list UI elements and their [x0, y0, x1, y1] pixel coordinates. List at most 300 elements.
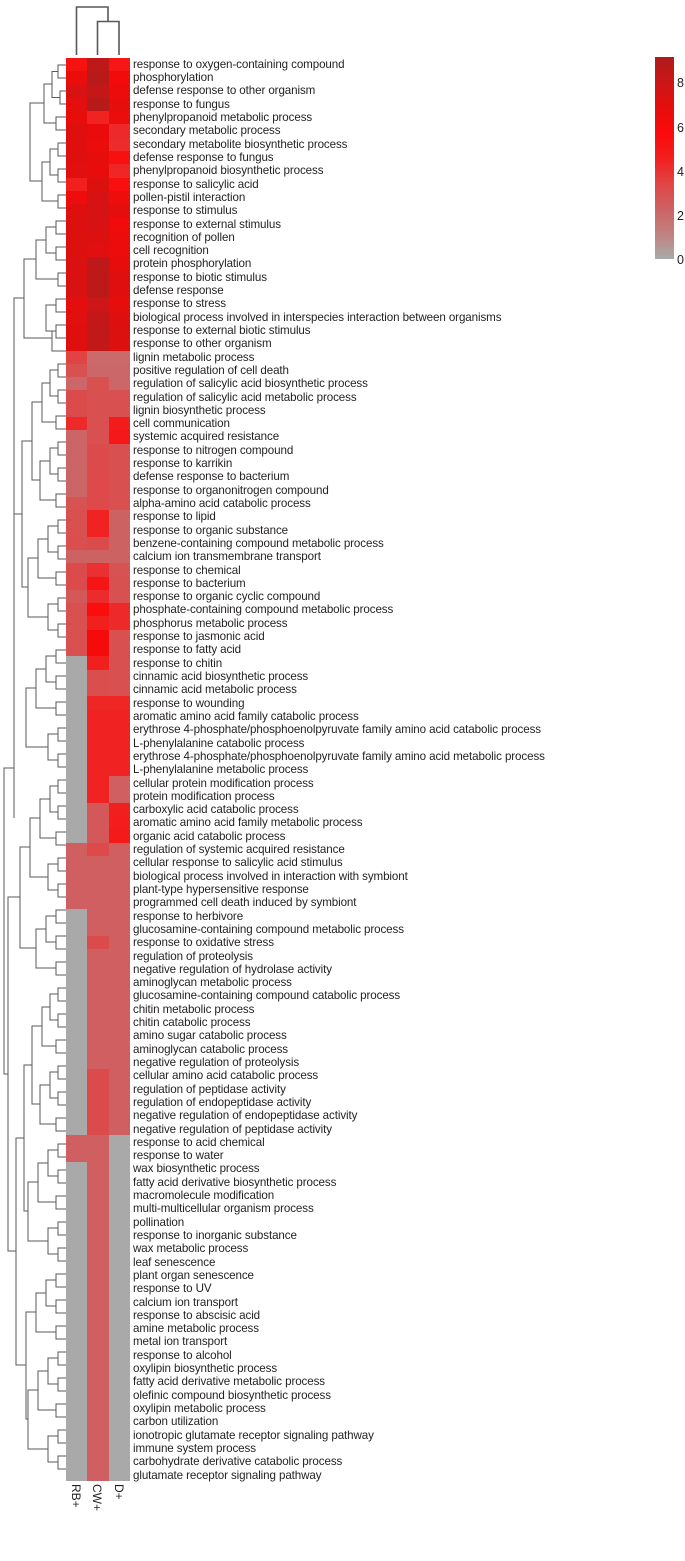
- heatmap-cell: [87, 882, 109, 895]
- heatmap-row: [66, 138, 130, 151]
- heatmap-cell: [87, 909, 109, 922]
- heatmap-cell: [109, 962, 130, 975]
- row-label: erythrose 4-phosphate/phosphoenolpyruvate family amino acid catabolic process: [133, 723, 541, 737]
- heatmap-cell: [87, 138, 109, 151]
- heatmap-cell: [87, 630, 109, 643]
- heatmap-cell: [66, 124, 87, 137]
- heatmap-cell: [87, 124, 109, 137]
- heatmap-row: [66, 1308, 130, 1321]
- heatmap-cell: [109, 364, 130, 377]
- heatmap-cell: [66, 962, 87, 975]
- heatmap-row: [66, 1228, 130, 1241]
- heatmap-cell: [109, 191, 130, 204]
- heatmap-row: [66, 390, 130, 403]
- heatmap-row: [66, 789, 130, 802]
- row-label: response to wounding: [133, 696, 245, 710]
- row-label: calcium ion transport: [133, 1295, 238, 1309]
- row-label: phosphorylation: [133, 71, 214, 85]
- heatmap-cell: [66, 1401, 87, 1414]
- heatmap-row: [66, 164, 130, 177]
- row-label: amino sugar catabolic process: [133, 1029, 287, 1043]
- heatmap-cell: [109, 1135, 130, 1148]
- heatmap-cell: [66, 1188, 87, 1201]
- heatmap-cell: [87, 257, 109, 270]
- heatmap-cell: [109, 723, 130, 736]
- heatmap-cell: [87, 297, 109, 310]
- heatmap-cell: [66, 1055, 87, 1068]
- heatmap-cell: [87, 271, 109, 284]
- heatmap-cell: [87, 324, 109, 337]
- row-label: alpha-amino acid catabolic process: [133, 497, 311, 511]
- heatmap-cell: [87, 1467, 109, 1480]
- heatmap-cell: [87, 390, 109, 403]
- row-label: response to alcohol: [133, 1348, 232, 1362]
- heatmap-cell: [87, 337, 109, 350]
- row-label: aromatic amino acid family metabolic process: [133, 816, 363, 830]
- heatmap-row: [66, 1135, 130, 1148]
- heatmap-cell: [109, 1467, 130, 1480]
- heatmap-cell: [66, 271, 87, 284]
- row-label: negative regulation of hydrolase activity: [133, 962, 332, 976]
- heatmap-cell: [87, 1281, 109, 1294]
- heatmap-cell: [66, 1082, 87, 1095]
- row-label: response to chitin: [133, 656, 223, 670]
- row-label: response to inorganic substance: [133, 1228, 297, 1242]
- heatmap-cell: [66, 98, 87, 111]
- row-label: recognition of pollen: [133, 230, 235, 244]
- heatmap-row: [66, 577, 130, 590]
- heatmap-cell: [66, 843, 87, 856]
- heatmap-cell: [87, 1015, 109, 1028]
- heatmap-cell: [109, 484, 130, 497]
- heatmap-cell: [87, 444, 109, 457]
- heatmap-row: [66, 1002, 130, 1015]
- heatmap-row: [66, 218, 130, 231]
- heatmap-row: [66, 111, 130, 124]
- heatmap-cell: [109, 1255, 130, 1268]
- row-label: response to jasmonic acid: [133, 630, 265, 644]
- heatmap-row: [66, 1348, 130, 1361]
- row-label-list: [133, 58, 653, 1482]
- heatmap-cell: [109, 164, 130, 177]
- heatmap-row: [66, 523, 130, 536]
- heatmap-cell: [109, 683, 130, 696]
- heatmap-cell: [87, 816, 109, 829]
- heatmap-cell: [109, 882, 130, 895]
- heatmap-cell: [109, 843, 130, 856]
- heatmap-cell: [87, 1095, 109, 1108]
- row-label: response to external stimulus: [133, 217, 281, 231]
- heatmap-cell: [109, 404, 130, 417]
- heatmap-cell: [109, 816, 130, 829]
- heatmap-cell: [109, 1241, 130, 1254]
- heatmap-row: [66, 417, 130, 430]
- heatmap-cell: [87, 1082, 109, 1095]
- row-label: carbohydrate derivative catabolic process: [133, 1455, 343, 1469]
- heatmap-row: [66, 550, 130, 563]
- heatmap-cell: [109, 98, 130, 111]
- row-label: aminoglycan metabolic process: [133, 976, 292, 990]
- heatmap-row: [66, 683, 130, 696]
- heatmap-row: [66, 1069, 130, 1082]
- heatmap-row: [66, 191, 130, 204]
- heatmap-row: [66, 563, 130, 576]
- heatmap-cell: [109, 563, 130, 576]
- heatmap-cell: [66, 1268, 87, 1281]
- colorbar-tick-list: [677, 47, 685, 272]
- row-label: response to fatty acid: [133, 643, 242, 657]
- heatmap-row: [66, 989, 130, 1002]
- row-label: systemic acquired resistance: [133, 430, 280, 444]
- row-label: oxylipin metabolic process: [133, 1402, 266, 1415]
- row-label: organic acid catabolic process: [133, 829, 286, 843]
- row-label: response to water: [133, 1149, 224, 1163]
- heatmap-cell: [109, 1414, 130, 1427]
- heatmap-cell: [87, 417, 109, 430]
- heatmap-cell: [66, 1015, 87, 1028]
- row-label: regulation of peptidase activity: [133, 1082, 286, 1096]
- row-label: response to oxidative stress: [133, 936, 274, 950]
- heatmap-cell: [66, 949, 87, 962]
- row-label: leaf senescence: [133, 1255, 216, 1269]
- row-label: aromatic amino acid family catabolic process: [133, 709, 359, 723]
- heatmap-cell: [109, 1175, 130, 1188]
- heatmap-cell: [66, 457, 87, 470]
- heatmap-cell: [109, 337, 130, 350]
- heatmap-cell: [109, 71, 130, 84]
- row-label: cell communication: [133, 417, 230, 431]
- heatmap-cell: [87, 404, 109, 417]
- heatmap-row: [66, 749, 130, 762]
- heatmap-cell: [66, 204, 87, 217]
- heatmap-cell: [87, 1308, 109, 1321]
- heatmap-row: [66, 1215, 130, 1228]
- heatmap-row: [66, 178, 130, 191]
- row-label: protein phosphorylation: [133, 257, 252, 271]
- heatmap-cell: [66, 58, 87, 71]
- heatmap-row: [66, 763, 130, 776]
- heatmap-cell: [109, 696, 130, 709]
- heatmap-cell: [109, 1401, 130, 1414]
- heatmap-row: [66, 364, 130, 377]
- heatmap-cell: [109, 1095, 130, 1108]
- heatmap-cell: [66, 1441, 87, 1454]
- heatmap-cell: [87, 1454, 109, 1467]
- heatmap-row: [66, 271, 130, 284]
- heatmap-cell: [109, 550, 130, 563]
- heatmap-cell: [87, 457, 109, 470]
- heatmap-cell: [66, 244, 87, 257]
- heatmap-cell: [109, 896, 130, 909]
- heatmap-cell: [66, 337, 87, 350]
- heatmap-cell: [66, 1175, 87, 1188]
- heatmap-cell: [66, 1148, 87, 1161]
- heatmap-cell: [66, 537, 87, 550]
- heatmap-cell: [87, 1175, 109, 1188]
- heatmap-cell: [66, 643, 87, 656]
- heatmap-cell: [109, 1069, 130, 1082]
- heatmap-cell: [87, 1042, 109, 1055]
- row-label: cellular protein modification process: [133, 776, 314, 790]
- heatmap-cell: [109, 1002, 130, 1015]
- row-label: response to organic substance: [133, 523, 289, 537]
- heatmap-cell: [109, 178, 130, 191]
- heatmap-cell: [66, 550, 87, 563]
- heatmap-cell: [66, 257, 87, 270]
- heatmap-cell: [109, 417, 130, 430]
- heatmap-row: [66, 430, 130, 443]
- heatmap-cell: [66, 377, 87, 390]
- heatmap-cell: [109, 324, 130, 337]
- heatmap-cell: [87, 1162, 109, 1175]
- heatmap-row: [66, 1388, 130, 1401]
- heatmap-cell: [87, 936, 109, 949]
- heatmap-row: [66, 1295, 130, 1308]
- row-label: response to organonitrogen compound: [133, 483, 329, 497]
- heatmap-cell: [109, 1015, 130, 1028]
- heatmap-cell: [66, 1348, 87, 1361]
- heatmap-cell: [66, 723, 87, 736]
- heatmap-cell: [87, 191, 109, 204]
- heatmap-row: [66, 1175, 130, 1188]
- heatmap-cell: [109, 1042, 130, 1055]
- heatmap-cell: [87, 922, 109, 935]
- row-label: chitin metabolic process: [133, 1002, 255, 1016]
- heatmap-row: [66, 444, 130, 457]
- heatmap-cell: [87, 962, 109, 975]
- heatmap-row: [66, 297, 130, 310]
- heatmap-row: [66, 1401, 130, 1414]
- heatmap-cell: [109, 257, 130, 270]
- heatmap-cell: [87, 577, 109, 590]
- row-label: fatty acid derivative metabolic process: [133, 1375, 325, 1389]
- row-label: response to fungus: [133, 97, 230, 111]
- heatmap-cell: [109, 111, 130, 124]
- heatmap-cell: [109, 1202, 130, 1215]
- heatmap-cell: [87, 470, 109, 483]
- heatmap-cell: [87, 789, 109, 802]
- heatmap-cell: [109, 244, 130, 257]
- heatmap-cell: [66, 390, 87, 403]
- heatmap-cell: [109, 1029, 130, 1042]
- row-label: response to herbivore: [133, 909, 244, 923]
- heatmap-cell: [66, 1029, 87, 1042]
- heatmap-cell: [87, 803, 109, 816]
- heatmap-cell: [109, 829, 130, 842]
- row-label: glucosamine-containing compound catabolic process: [133, 989, 401, 1003]
- heatmap-cell: [66, 869, 87, 882]
- row-label: regulation of systemic acquired resistance: [133, 843, 345, 857]
- heatmap-cell: [87, 1361, 109, 1374]
- row-label: lignin metabolic process: [133, 350, 255, 364]
- heatmap-cell: [87, 1321, 109, 1334]
- heatmap-row: [66, 1122, 130, 1135]
- row-dendrogram: [0, 58, 66, 1482]
- heatmap-cell: [109, 510, 130, 523]
- row-label: glucosamine-containing compound metabolic process: [133, 922, 404, 936]
- heatmap-cell: [87, 550, 109, 563]
- row-label: aminoglycan catabolic process: [133, 1042, 288, 1056]
- heatmap-row: [66, 244, 130, 257]
- heatmap-row: [66, 1029, 130, 1042]
- heatmap-cell: [66, 1321, 87, 1334]
- row-label: response to nitrogen compound: [133, 443, 294, 457]
- heatmap-cell: [109, 1348, 130, 1361]
- row-label: secondary metabolic process: [133, 124, 281, 138]
- heatmap-cell: [109, 1268, 130, 1281]
- heatmap-cell: [109, 444, 130, 457]
- heatmap-cell: [66, 803, 87, 816]
- heatmap-cell: [66, 364, 87, 377]
- heatmap-cell: [87, 1241, 109, 1254]
- row-label: response to biotic stimulus: [133, 270, 267, 284]
- heatmap-row: [66, 284, 130, 297]
- row-label: response to karrikin: [133, 457, 233, 471]
- heatmap-cell: [87, 616, 109, 629]
- heatmap-cell: [109, 1055, 130, 1068]
- heatmap-cell: [87, 949, 109, 962]
- heatmap-row: [66, 124, 130, 137]
- heatmap-cell: [87, 696, 109, 709]
- heatmap-row: [66, 324, 130, 337]
- heatmap-row: [66, 710, 130, 723]
- heatmap-cell: [109, 1361, 130, 1374]
- heatmap-cell: [66, 1095, 87, 1108]
- heatmap-cell: [109, 989, 130, 1002]
- heatmap-cell: [66, 164, 87, 177]
- heatmap-row: [66, 510, 130, 523]
- heatmap-cell: [66, 71, 87, 84]
- heatmap-cell: [109, 616, 130, 629]
- heatmap-cell: [109, 630, 130, 643]
- heatmap-cell: [87, 311, 109, 324]
- heatmap-cell: [66, 816, 87, 829]
- heatmap-cell: [109, 138, 130, 151]
- heatmap-cell: [109, 909, 130, 922]
- heatmap-cell: [109, 377, 130, 390]
- heatmap-cell: [66, 603, 87, 616]
- heatmap-cell: [109, 151, 130, 164]
- heatmap-row: [66, 1281, 130, 1294]
- column-label-list: [66, 1484, 146, 1554]
- heatmap-cell: [109, 577, 130, 590]
- heatmap-cell: [66, 351, 87, 364]
- heatmap-cell: [87, 1122, 109, 1135]
- heatmap-cell: [87, 856, 109, 869]
- heatmap-cell: [109, 856, 130, 869]
- row-label: cinnamic acid metabolic process: [133, 683, 297, 697]
- heatmap-cell: [109, 231, 130, 244]
- row-label: response to salicylic acid: [133, 177, 259, 191]
- heatmap-cell: [66, 417, 87, 430]
- heatmap-cell: [109, 271, 130, 284]
- heatmap-cell: [109, 58, 130, 71]
- heatmap-row: [66, 1441, 130, 1454]
- heatmap-row: [66, 1108, 130, 1121]
- heatmap-row: [66, 816, 130, 829]
- heatmap-cell: [109, 1148, 130, 1161]
- heatmap-cell: [109, 537, 130, 550]
- heatmap-cell: [109, 390, 130, 403]
- heatmap-cell: [87, 1295, 109, 1308]
- heatmap-row: [66, 537, 130, 550]
- heatmap-row: [66, 643, 130, 656]
- heatmap-cell: [66, 1374, 87, 1387]
- heatmap-row: [66, 1162, 130, 1175]
- row-label: plant-type hypersensitive response: [133, 882, 309, 896]
- heatmap-row: [66, 1361, 130, 1374]
- heatmap-cell: [66, 1122, 87, 1135]
- heatmap-cell: [66, 563, 87, 576]
- heatmap-row: [66, 896, 130, 909]
- heatmap-row: [66, 603, 130, 616]
- heatmap-cell: [66, 1228, 87, 1241]
- heatmap-cell: [109, 311, 130, 324]
- heatmap-cell: [66, 523, 87, 536]
- heatmap-cell: [109, 803, 130, 816]
- heatmap-cell: [87, 1055, 109, 1068]
- heatmap-cell: [66, 404, 87, 417]
- heatmap-row: [66, 404, 130, 417]
- heatmap-cell: [66, 1241, 87, 1254]
- heatmap-cell: [87, 523, 109, 536]
- row-label: macromolecule modification: [133, 1189, 275, 1203]
- row-label: defense response to fungus: [133, 151, 274, 164]
- heatmap-cell: [66, 630, 87, 643]
- row-label: multi-multicellular organism process: [133, 1202, 314, 1216]
- row-label: wax metabolic process: [133, 1242, 249, 1256]
- heatmap-row: [66, 71, 130, 84]
- heatmap-cell: [87, 218, 109, 231]
- heatmap-row: [66, 616, 130, 629]
- heatmap-row: [66, 497, 130, 510]
- heatmap-row: [66, 1467, 130, 1480]
- row-label: secondary metabolite biosynthetic process: [133, 137, 348, 151]
- heatmap-cell: [109, 1122, 130, 1135]
- colorbar-tick-label: 4: [677, 164, 684, 179]
- heatmap-cell: [66, 324, 87, 337]
- heatmap-cell: [87, 1268, 109, 1281]
- heatmap-row: [66, 1268, 130, 1281]
- row-label: L-phenylalanine metabolic process: [133, 763, 309, 777]
- heatmap-cell: [66, 577, 87, 590]
- row-label: response to external biotic stimulus: [133, 324, 311, 338]
- heatmap-row: [66, 1082, 130, 1095]
- heatmap-row: [66, 869, 130, 882]
- heatmap-row: [66, 1414, 130, 1427]
- heatmap-cell: [66, 1428, 87, 1441]
- heatmap-cell: [66, 151, 87, 164]
- heatmap-row: [66, 484, 130, 497]
- heatmap-cell: [109, 1441, 130, 1454]
- heatmap-cell: [109, 749, 130, 762]
- row-label: calcium ion transmembrane transport: [133, 550, 321, 564]
- heatmap-cell: [66, 484, 87, 497]
- heatmap-cell: [87, 1255, 109, 1268]
- heatmap-cell: [66, 656, 87, 669]
- heatmap-row: [66, 85, 130, 98]
- heatmap-cell: [66, 1414, 87, 1427]
- heatmap-cell: [87, 975, 109, 988]
- heatmap-row: [66, 151, 130, 164]
- heatmap-cell: [109, 1082, 130, 1095]
- heatmap-row: [66, 856, 130, 869]
- heatmap-cell: [66, 1108, 87, 1121]
- heatmap-row: [66, 58, 130, 71]
- heatmap-cell: [66, 178, 87, 191]
- heatmap-row: [66, 630, 130, 643]
- heatmap-cell: [109, 1281, 130, 1294]
